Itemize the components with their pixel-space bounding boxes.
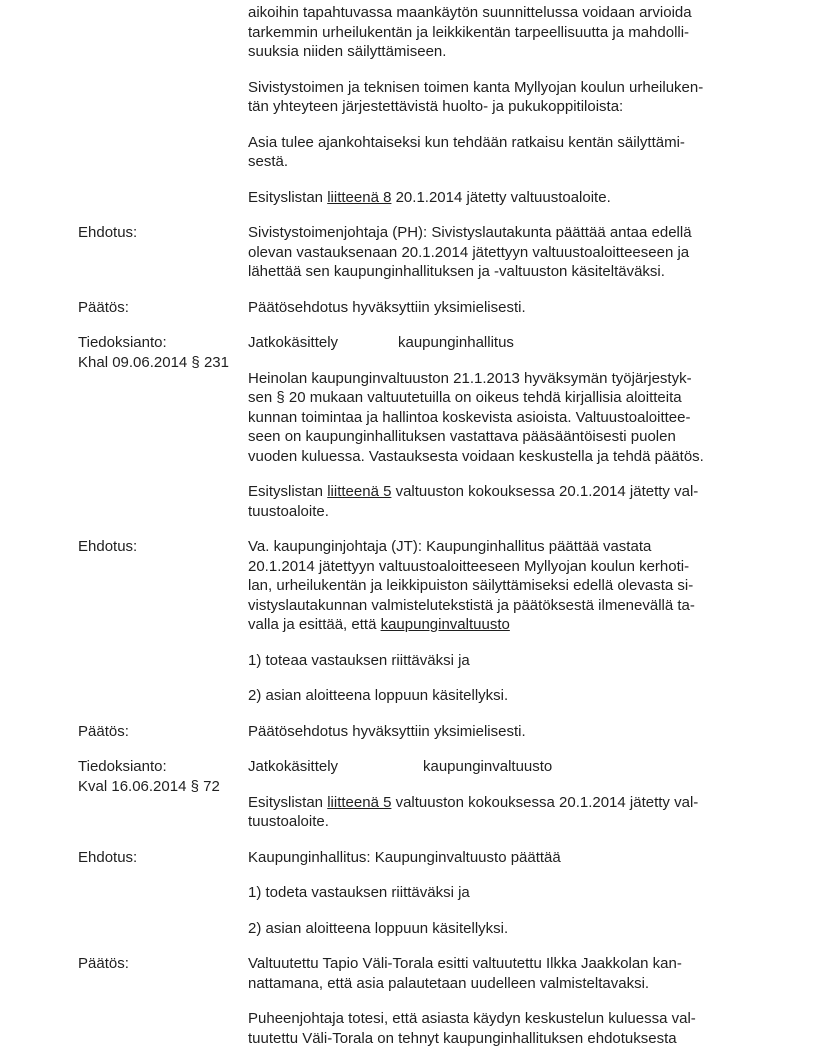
paragraph	[248, 848, 745, 868]
body-column	[248, 848, 745, 955]
section-label: Tiedoksianto:	[78, 758, 167, 775]
label-column	[78, 223, 248, 243]
body-column	[248, 722, 745, 758]
text-segment: valtuuston kokouksessa 20.1.2014 jätetty val-	[391, 793, 699, 811]
body-line: vuoden kuluessa. Vastauksesta voidaan keskustella ja tehdä päätös.	[248, 447, 704, 465]
paragraph-routing	[248, 757, 745, 777]
label-column	[78, 333, 248, 372]
label-column	[78, 722, 248, 742]
body-line: Va. kaupunginjohtaja (JT): Kaupunginhallitus päättää vastata	[248, 538, 652, 555]
label-column	[78, 298, 248, 318]
body-line: 1) todeta vastauksen riittäväksi ja	[248, 884, 470, 901]
body-line: Päätösehdotus hyväksyttiin yksimielisesti.	[248, 722, 526, 740]
body-line: lan, urheilukentän ja leikkipuiston säilyttämiseksi edellä olevasta si-	[248, 577, 694, 594]
section-paatos-2	[78, 722, 745, 758]
text-segment: 20.1.2014 jätetty valtuustoaloite.	[391, 188, 611, 206]
paragraph	[248, 78, 745, 117]
body-line: olevan vastauksenaan 20.1.2014 jätettyyn valtuustoaloitteeseen ja	[248, 243, 690, 261]
text-segment: valla ja esittää, että	[248, 616, 381, 633]
section-ehdotus-3	[78, 848, 745, 955]
body-line: nattamana, että asia palautetaan uudelleen valmisteltavaksi.	[248, 974, 650, 992]
body-line: seen on kaupunginhallituksen vastattava pääsääntöisesti puolen	[248, 428, 676, 445]
paragraph-routing	[248, 333, 745, 353]
routing-left: Jatkokäsittely	[248, 758, 339, 775]
body-line: aikoihin tapahtuvassa maankäytön suunnittelussa voidaan arvioida	[248, 4, 692, 21]
body-line: kunnan toimintaa ja hallintoa koskevista asioista. Valtuustoaloittee-	[248, 408, 691, 426]
body-line: Kaupunginhallitus: Kaupunginvaltuusto päättää	[248, 848, 561, 866]
body-line: 1) toteaa vastauksen riittäväksi ja	[248, 651, 470, 669]
paragraph	[248, 537, 745, 635]
section-label: Päätös:	[78, 722, 129, 740]
label-column	[78, 537, 248, 557]
section-ehdotus-2	[78, 537, 745, 722]
body-column	[248, 223, 745, 298]
paragraph	[248, 1009, 745, 1048]
routing-right: kaupunginvaltuusto	[423, 758, 553, 775]
body-line: vistyslautakunnan valmistelutekstistä ja päätöksestä ilmenevällä ta-	[248, 596, 695, 614]
body-line	[248, 482, 745, 502]
section-label-reference: Khal 09.06.2014 § 231	[78, 353, 229, 371]
section-label: Päätös:	[78, 298, 129, 316]
body-line: sestä.	[248, 153, 289, 170]
body-line: 20.1.2014 jätettyyn valtuustoaloitteeseen Myllyojan koulun kerhoti-	[248, 557, 690, 575]
paragraph	[248, 369, 745, 467]
paragraph-attachment-reference	[248, 188, 745, 208]
list-item	[248, 919, 745, 939]
underlined-text: kaupunginvaltuusto	[380, 616, 510, 633]
body-line: 2) asian aloitteena loppuun käsitellyksi.	[248, 687, 509, 704]
list-item	[248, 686, 745, 706]
body-line: Asia tulee ajankohtaiseksi kun tehdään ratkaisu kentän säilyttämi-	[248, 133, 685, 151]
body-line	[248, 793, 745, 813]
section-label: Tiedoksianto:	[78, 334, 167, 351]
body-line: tän yhteyteen järjestettävistä huolto- ja pukukoppitiloista:	[248, 98, 624, 115]
paragraph	[248, 223, 745, 282]
attachment-reference-underlined: liitteenä 8	[327, 188, 392, 206]
label-column	[78, 848, 248, 868]
body-line: tuustoaloite.	[248, 813, 329, 830]
section-label: Ehdotus:	[78, 224, 138, 241]
attachment-reference-underlined: liitteenä 5	[327, 483, 392, 500]
body-line: suuksia niiden säilyttämiseen.	[248, 43, 447, 60]
section-label: Ehdotus:	[78, 848, 138, 866]
paragraph-attachment-reference	[248, 793, 745, 832]
label-column	[78, 954, 248, 974]
body-line: Sivistystoimenjohtaja (PH): Sivistyslautakunta päättää antaa edellä	[248, 224, 692, 241]
body-line: Heinolan kaupunginvaltuuston 21.1.2013 hyväksymän työjärjestyk-	[248, 369, 692, 387]
section-ehdotus-1	[78, 223, 745, 298]
section-paatos-3	[78, 954, 745, 1056]
body-line: sen § 20 mukaan valtuutetuilla on oikeus tehdä kirjallisia aloitteita	[248, 389, 682, 406]
routing-left: Jatkokäsittely	[248, 334, 339, 351]
section-tiedoksianto-khal	[78, 333, 745, 537]
body-line: Puheenjohtaja totesi, että asiasta käydyn keskustelun kuluessa val-	[248, 1010, 696, 1027]
section-label: Päätös:	[78, 955, 129, 972]
body-column	[248, 757, 745, 848]
paragraph	[248, 298, 745, 318]
body-line	[248, 757, 745, 777]
body-line	[248, 615, 745, 635]
body-line	[248, 333, 745, 353]
section-intro	[78, 3, 745, 223]
body-line: tarkemmin urheilukentän ja leikkikentän tarpeellisuutta ja mahdolli-	[248, 23, 690, 41]
body-column	[248, 3, 745, 223]
paragraph	[248, 3, 745, 62]
body-line: Valtuutettu Tapio Väli-Torala esitti valtuutettu Ilkka Jaakkolan kan-	[248, 955, 682, 972]
list-item	[248, 651, 745, 671]
text-segment: Esityslistan	[248, 793, 328, 811]
text-segment: Esityslistan	[248, 483, 328, 500]
text-segment: valtuuston kokouksessa 20.1.2014 jätetty val-	[391, 483, 699, 500]
body-line: Päätösehdotus hyväksyttiin yksimielisesti.	[248, 298, 526, 316]
body-line: tuutettu Väli-Torala on tehnyt kaupunginhallituksen ehdotuksesta	[248, 1029, 677, 1047]
paragraph	[248, 954, 745, 993]
section-paatos-1	[78, 298, 745, 334]
body-line: Sivistystoimen ja teknisen toimen kanta Myllyojan koulun urheiluken-	[248, 78, 704, 96]
section-tiedoksianto-kval	[78, 757, 745, 848]
section-label-reference: Kval 16.06.2014 § 72	[78, 777, 220, 795]
body-column	[248, 333, 745, 537]
routing-right: kaupunginhallitus	[398, 334, 514, 351]
paragraph	[248, 133, 745, 172]
paragraph	[248, 722, 745, 742]
attachment-reference-underlined: liitteenä 5	[327, 793, 392, 811]
body-line	[248, 188, 745, 208]
body-line: lähettää sen kaupunginhallituksen ja -valtuuston käsiteltäväksi.	[248, 263, 665, 280]
body-line: 2) asian aloitteena loppuun käsitellyksi.	[248, 919, 509, 937]
body-line: tuustoaloite.	[248, 502, 329, 520]
list-item	[248, 883, 745, 903]
label-column	[78, 757, 248, 796]
body-column	[248, 954, 745, 1056]
body-column	[248, 537, 745, 722]
text-segment: Esityslistan	[248, 188, 328, 206]
section-label: Ehdotus:	[78, 538, 138, 555]
paragraph-attachment-reference	[248, 482, 745, 521]
body-column	[248, 298, 745, 334]
